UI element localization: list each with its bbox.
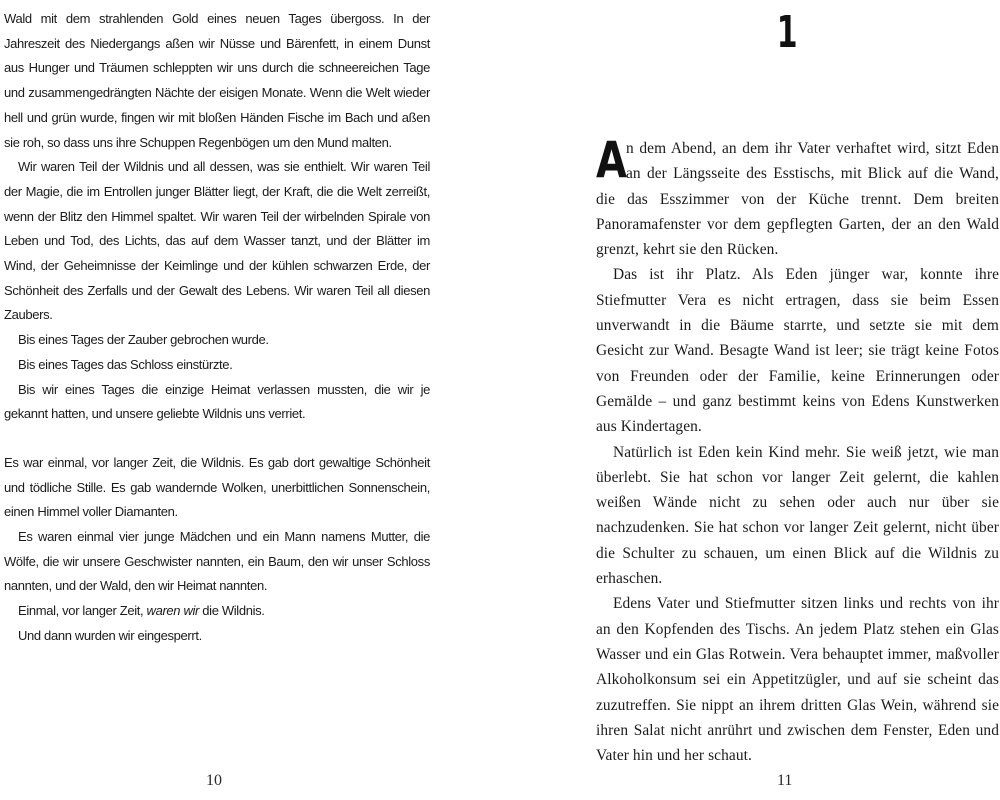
left-paragraph-5: Bis wir eines Tages die einzige Heimat verlassen mussten, die wir je gekannt hatten, und unsere geliebte Wildnis uns verriet. bbox=[4, 381, 430, 422]
right-page bbox=[500, 0, 1000, 800]
page-number-right: 11 bbox=[777, 772, 793, 789]
left-paragraph-2: Wir waren Teil der Wildnis und all dessen, was sie enthielt. Wir waren Teil der Magie, die im Entrollen junger Blätter liegt, der Kraft, die die Welt zerreißt, wenn der Blitz den Himmel spaltet. Wir waren Teil der wirbelnden Spirale von Leben und Tod, des Lichts, das auf dem Wasser tanzt, und der Blätter im Wind, der Geheimnisse der Keimlinge und der kühlen schwarzen Erde, der Schönheit des Zerfalls und der Gewalt des Lebens. Wir waren Teil all diesen Zaubers. bbox=[4, 159, 430, 323]
left-paragraph-7: Es waren einmal vier junge Mädchen und ein Mann namens Mutter, die Wölfe, die wir unsere Geschwister nannten, ein Baum, den wir unser Schloss nannten, und der Wald, den wir Heimat nannten. bbox=[4, 529, 430, 594]
left-paragraph-8 bbox=[4, 599, 430, 624]
section-break bbox=[4, 427, 430, 451]
right-paragraph-3: Natürlich ist Eden kein Kind mehr. Sie weiß jetzt, wie man überlebt. Sie hat schon vor langer Zeit gelernt, die kahlen weißen Wände nicht zu sehen oder auch nur über sie nachzudenken. Sie hat schon vor langer Zeit gelernt, nicht über die Schulter zu schauen, um einen Blick auf die Wildnis zu erhaschen. bbox=[596, 443, 999, 588]
left-paragraph-6: Es war einmal, vor langer Zeit, die Wildnis. Es gab dort gewaltige Schönheit und tödliche Stille. Es gab wandernde Wolken, unerbittlichen Sonnenschein, einen Himmel voller Diamanten. bbox=[4, 454, 430, 520]
first-paragraph-text: n dem Abend, an dem ihr Vater verhaftet wird, sitzt Eden an der Längsseite des Esstischs, mit Blick auf die Wand, die das Esszimmer von der Küche trennt. Dem breiten Panoramafenster vor dem gepflegten Garten, der an den Wald grenzt, kehrt sie den Rücken. bbox=[596, 140, 999, 259]
right-paragraph-2: Das ist ihr Platz. Als Eden jünger war, konnte ihre Stiefmutter Vera es nicht ertragen, dass sie beim Essen unverwandt in die Bäume starrte, und setzte sie mit dem Gesicht zur Wand. Besagte Wand ist leer; sie trägt keine Fotos von Freunden oder der Familie, keine Erinnerungen oder Gemälde – und ganz bestimmt keins von Edens Kunstwerken aus Kindertagen. bbox=[596, 266, 999, 436]
left-paragraph-1: Wald mit dem strahlenden Gold eines neuen Tages übergoss. In der Jahreszeit des Niedergangs aßen wir Nüsse und Bärenfett, in einem Dunst aus Hunger und Träumen schleppten wir uns durch die schneereichen Tage und zusammengedrängten Nächte der eisigen Monate. Wenn die Welt wieder hell und grün wurde, fingen wir mit bloßen Händen Fische im Bach und aßen sie roh, so dass uns ihre Schuppen Regenbögen um den Mund malten. bbox=[4, 11, 430, 150]
right-paragraph-1 bbox=[596, 131, 999, 262]
right-page-body bbox=[596, 131, 999, 768]
emphasis-text: waren wir bbox=[146, 603, 200, 619]
chapter-number: 1 bbox=[776, 7, 798, 58]
line-suffix: die Wildnis. bbox=[199, 603, 265, 619]
left-page-body bbox=[4, 7, 430, 649]
right-paragraph-4: Edens Vater und Stiefmutter sitzen links und rechts von ihr an den Kopfenden des Tischs. An jedem Platz stehen ein Glas Wasser und ein Glas Rotwein. Vera behauptet immer, maßvoller Alkoholkonsum sei ein Appetitzügler, und auf sie scheint das zuzutreffen. Sie nippt an ihrem dritten Glas Wein, während sie ihren Salat nicht anrührt und zwischen dem Fenster, Eden und Vater hin und her schaut. bbox=[596, 595, 999, 765]
left-paragraph-4: Bis eines Tages das Schloss einstürzte. bbox=[18, 356, 233, 372]
line-prefix: Einmal, vor langer Zeit, bbox=[18, 603, 147, 619]
drop-cap: A bbox=[596, 131, 628, 189]
left-paragraph-3: Bis eines Tages der Zauber gebrochen wurde. bbox=[18, 332, 269, 348]
left-paragraph-9: Und dann wurden wir eingesperrt. bbox=[18, 627, 202, 643]
page-number-left: 10 bbox=[206, 772, 222, 789]
